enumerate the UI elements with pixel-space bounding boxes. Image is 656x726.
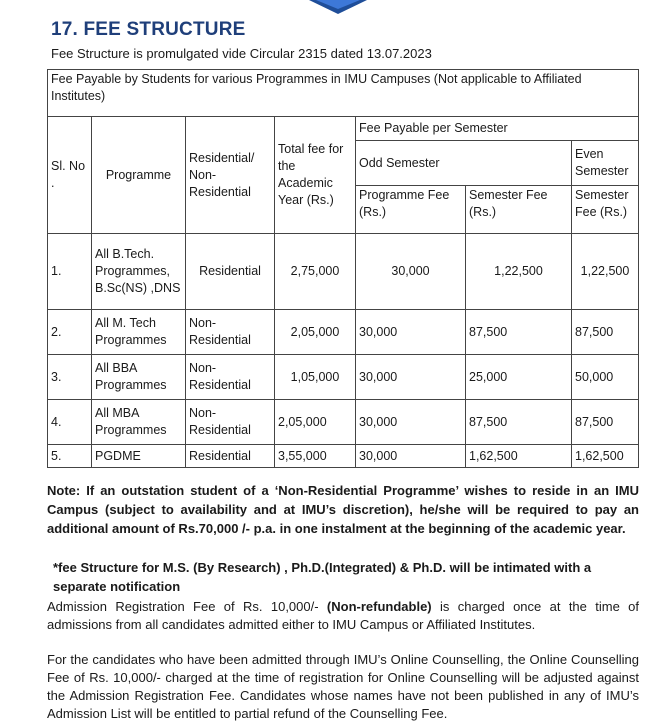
fee-structure-table <box>47 69 639 468</box>
cell-programme-fee: 30,000 <box>356 400 466 445</box>
cell-total-fee: 2,75,000 <box>275 234 356 310</box>
registration-fee-text-end: is charged once at the time of admissions from all candidates admitted either to IMU Campus or Affiliated Institutes. <box>47 599 640 632</box>
cell-odd-semester-fee: 25,000 <box>466 355 572 400</box>
cell-even-semester-fee: 1,62,500 <box>572 445 639 468</box>
cell-residential: Residential <box>186 445 275 468</box>
header-even-semester: Even Semester <box>572 141 639 186</box>
cell-residential: Non-Residential <box>186 400 275 445</box>
header-per-semester: Fee Payable per Semester <box>356 117 639 141</box>
cell-even-semester-fee: 1,22,500 <box>572 234 639 310</box>
header-programme: Programme <box>92 117 186 234</box>
counselling-fee-paragraph: For the candidates who have been admitted through IMU’s Online Counselling, the Online Counselling Fee of Rs. 10,000/- charged at the time of registration for Online Counselling will be adjusted against the Admission Registration Fee. Candidates whose names have not been published in any of IMU’s Admission List will be entitled to partial refund of the Counselling Fee. <box>47 652 639 721</box>
cell-odd-semester-fee: 87,500 <box>466 400 572 445</box>
cell-total-fee: 1,05,000 <box>275 355 356 400</box>
cell-sl: 2. <box>48 310 92 355</box>
header-programme-fee: Programme Fee (Rs.) <box>356 186 466 234</box>
cell-odd-semester-fee: 1,62,500 <box>466 445 572 468</box>
cell-sl: 1. <box>48 234 92 310</box>
table-row <box>48 310 639 355</box>
cell-programme-fee: 30,000 <box>356 355 466 400</box>
cell-programme: All M. Tech Programmes <box>92 310 186 355</box>
cell-total-fee: 2,05,000 <box>275 400 356 445</box>
cell-total-fee: 3,55,000 <box>275 445 356 468</box>
cell-odd-semester-fee: 1,22,500 <box>466 234 572 310</box>
cell-programme: PGDME <box>92 445 186 468</box>
cell-sl: 5. <box>48 445 92 468</box>
cell-sl: 4. <box>48 400 92 445</box>
table-row <box>48 400 639 445</box>
table-caption: Fee Payable by Students for various Programmes in IMU Campuses (Not applicable to Affiliated Institutes) <box>48 70 639 117</box>
cell-programme-fee: 30,000 <box>356 234 466 310</box>
cell-programme-fee: 30,000 <box>356 445 466 468</box>
header-semester-fee-odd: Semester Fee (Rs.) <box>466 186 572 234</box>
cell-sl: 3. <box>48 355 92 400</box>
cell-even-semester-fee: 50,000 <box>572 355 639 400</box>
section-heading: 17. FEE STRUCTURE <box>51 19 246 40</box>
registration-fee-paragraph <box>47 598 639 634</box>
header-total-fee: Total fee for the Academic Year (Rs.) <box>275 117 356 234</box>
cell-even-semester-fee: 87,500 <box>572 400 639 445</box>
cell-residential: Residential <box>186 234 275 310</box>
cell-programme: All B.Tech. Programmes, B.Sc(NS) ,DNS <box>92 234 186 310</box>
header-residential: Residential/ Non-Residential <box>186 117 275 234</box>
cell-programme: All MBA Programmes <box>92 400 186 445</box>
non-refundable-label: (Non-refundable) <box>326 599 432 614</box>
header-sl-no: Sl. No . <box>48 117 92 234</box>
cell-even-semester-fee: 87,500 <box>572 310 639 355</box>
cell-residential: Non-Residential <box>186 310 275 355</box>
header-semester-fee-even: Semester Fee (Rs.) <box>572 186 639 234</box>
registration-fee-text: Admission Registration Fee of Rs. 10,000/- <box>47 599 327 614</box>
header-odd-semester: Odd Semester <box>356 141 572 186</box>
table-row <box>48 355 639 400</box>
table-row <box>48 234 639 310</box>
outstation-note: Note: If an outstation student of a ‘Non-Residential Programme’ wishes to reside in an IMU Campus (subject to availability and at IMU’s discretion), he/she will be required to pay an additional amount of Rs.70,000 /- p.a. in one instalment at the beginning of the academic year. <box>47 483 639 536</box>
cell-total-fee: 2,05,000 <box>275 310 356 355</box>
header-decoration-inner <box>316 0 360 9</box>
cell-residential: Non-Residential <box>186 355 275 400</box>
cell-programme: All BBA Programmes <box>92 355 186 400</box>
research-fee-note: *fee Structure for M.S. (By Research) , Ph.D.(Integrated) & Ph.D. will be intimated with a separate notification <box>53 560 592 594</box>
table-row <box>48 445 639 468</box>
cell-odd-semester-fee: 87,500 <box>466 310 572 355</box>
cell-programme-fee: 30,000 <box>356 310 466 355</box>
circular-subtitle: Fee Structure is promulgated vide Circular 2315 dated 13.07.2023 <box>51 46 432 61</box>
